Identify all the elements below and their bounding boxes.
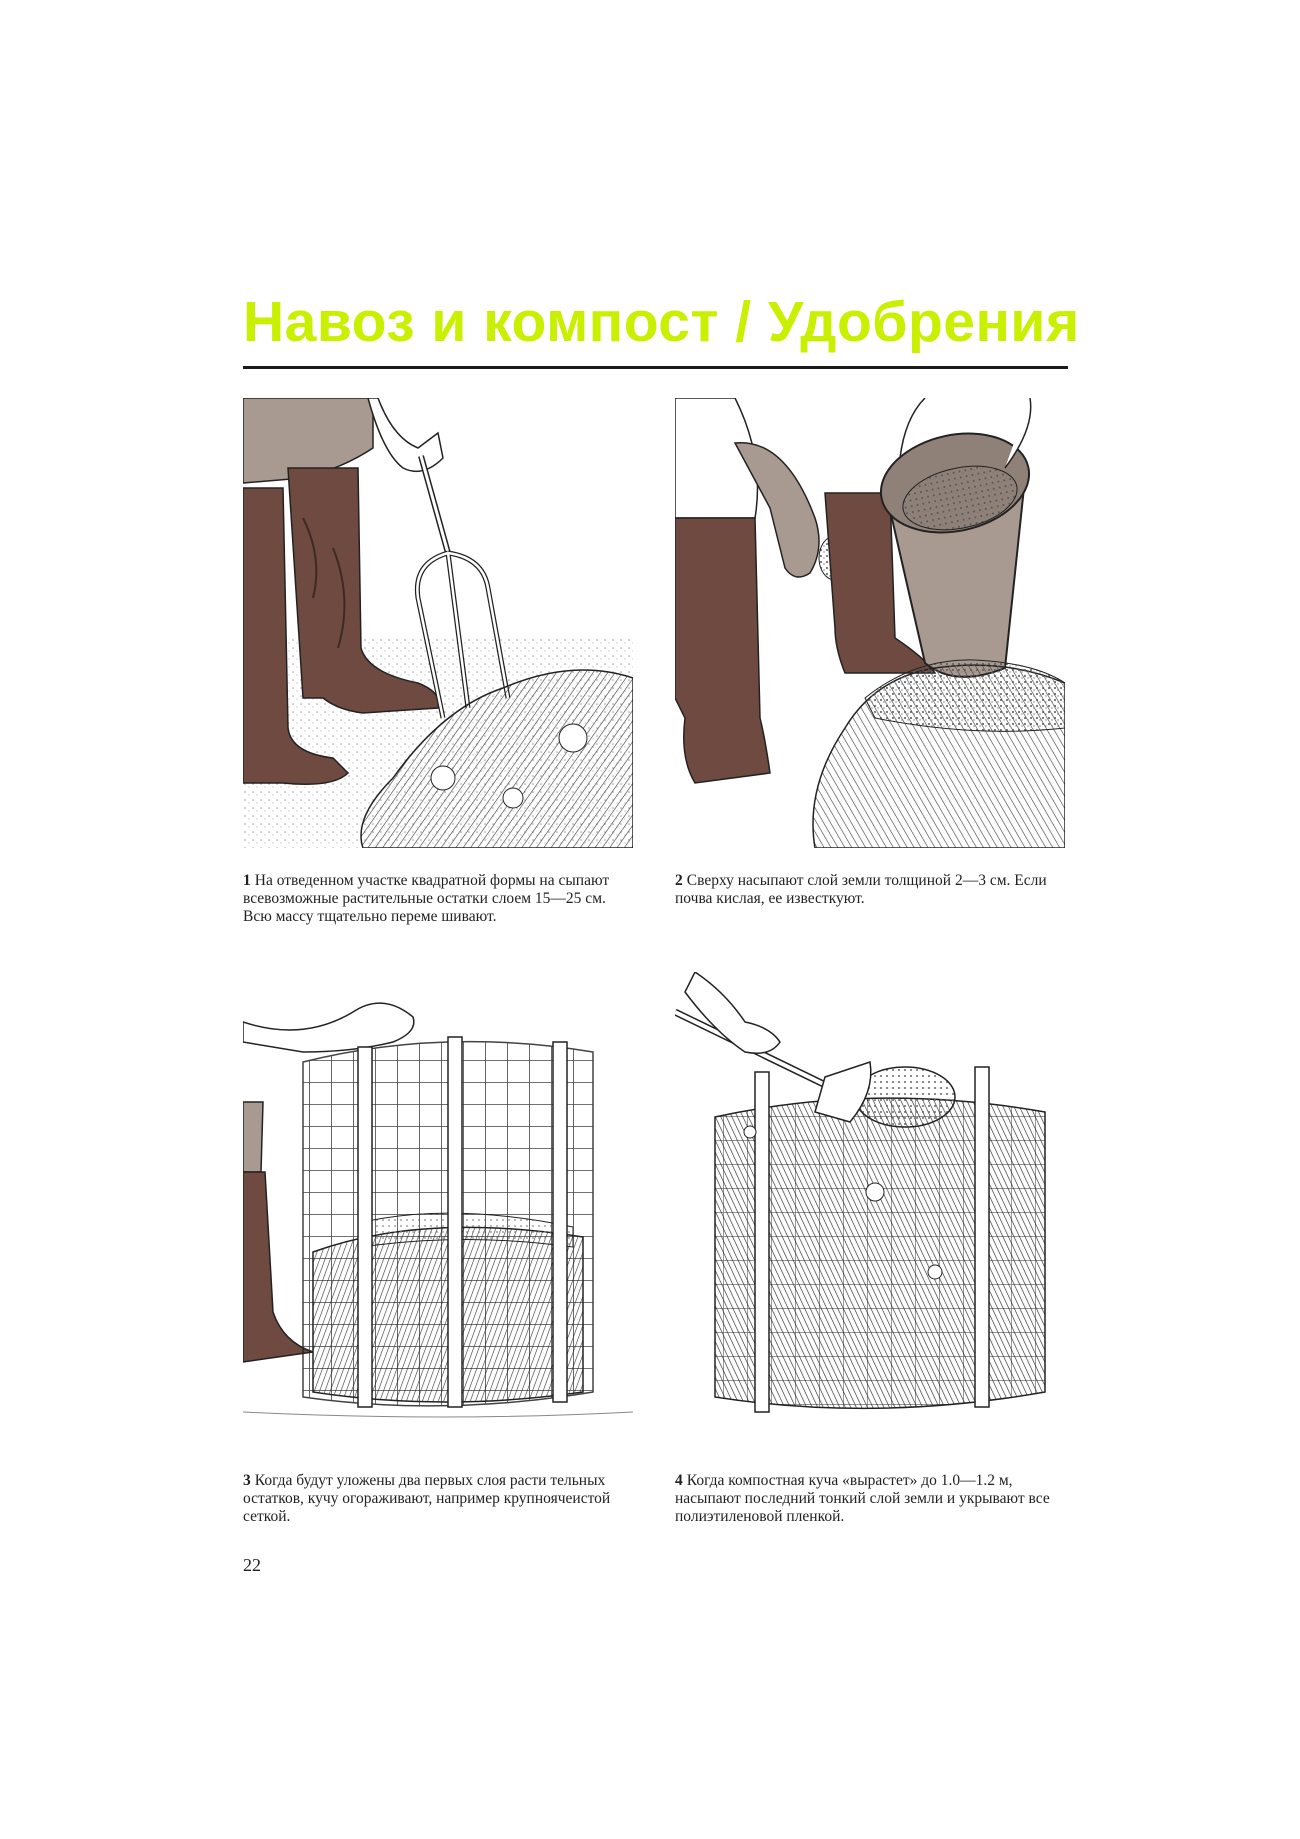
illustration-step-3 (243, 972, 633, 1422)
caption-text: На отведенном участке квадратной формы на сыпают всевозможные растительные остатки слоем 15—25 см. Всю массу тщательно переме шивают. (243, 872, 610, 925)
caption-text: Когда компостная куча «вырастет» до 1.0—1.2 м, насыпают последний тонкий слой земли и укрывают все полиэтиленовой пленкой. (675, 1472, 1050, 1525)
title-underline (243, 366, 1068, 369)
caption-step-4 (675, 1472, 1065, 1526)
wire-mesh-fence-icon (243, 972, 633, 1422)
caption-number: 4 (675, 1472, 683, 1489)
pitchfork-boots-icon (243, 398, 633, 848)
caption-text: Когда будут уложены два первых слоя расти тельных остатков, кучу огораживают, например крупноячеистой сеткой. (243, 1472, 611, 1525)
caption-step-2 (675, 872, 1065, 908)
caption-number: 1 (243, 872, 251, 889)
caption-text: Сверху насыпают слой земли толщиной 2—3 см. Если почва кислая, ее известкуют. (675, 872, 1047, 907)
compost-heap-shovel-icon (675, 972, 1065, 1422)
caption-step-1 (243, 872, 633, 926)
illustration-step-4 (675, 972, 1065, 1422)
page-number: 22 (243, 1555, 261, 1575)
caption-number: 2 (675, 872, 683, 889)
page-title: Навоз и компост / Удобрения (243, 290, 1080, 354)
illustration-step-1 (243, 398, 633, 848)
bucket-soil-icon (675, 398, 1065, 848)
illustration-step-2 (675, 398, 1065, 848)
caption-step-3 (243, 1472, 633, 1526)
caption-number: 3 (243, 1472, 251, 1489)
